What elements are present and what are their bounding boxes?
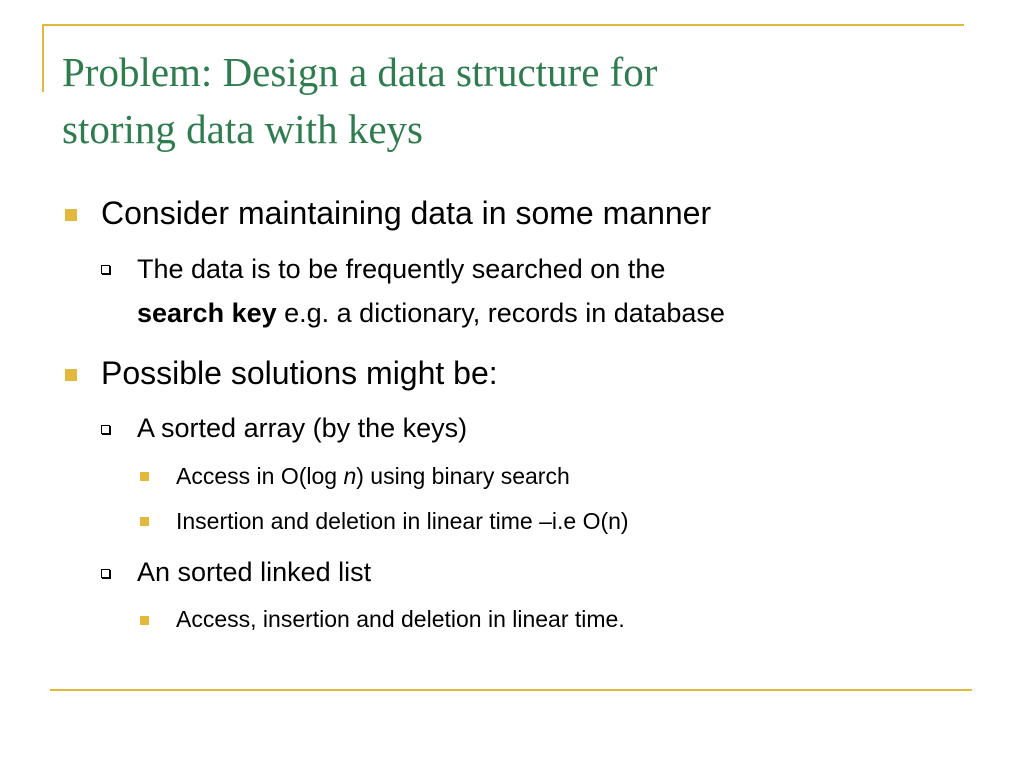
filled-square-bullet-icon — [140, 472, 149, 481]
filled-square-bullet-icon — [140, 616, 149, 625]
search-key-bold: search key — [137, 298, 277, 328]
filled-square-bullet-icon — [65, 209, 77, 221]
bullet-text-line-2-rest: e.g. a dictionary, records in database — [276, 298, 725, 328]
text-before: Access in O(log — [176, 463, 344, 489]
bullet-text: Access, insertion and deletion in linear time. — [176, 606, 625, 632]
text-after: ) using binary search — [356, 463, 570, 489]
filled-square-bullet-icon — [65, 369, 77, 381]
bullet-text — [176, 461, 570, 491]
bullet-text-line-2 — [137, 295, 725, 331]
bullet-text: A sorted array (by the keys) — [137, 413, 468, 443]
hollow-square-bullet-icon — [101, 569, 110, 578]
title-line-1: Problem: Design a data structure for — [62, 49, 658, 95]
bullet-text-line-1: The data is to be frequently searched on the — [137, 254, 666, 284]
hollow-square-bullet-icon — [101, 425, 110, 434]
bullet-text: Insertion and deletion in linear time –i.e O(n) — [176, 508, 629, 534]
hollow-square-bullet-icon — [101, 265, 110, 274]
bullet-text: Consider maintaining data in some manner — [101, 195, 712, 231]
title-line-2: storing data with keys — [62, 106, 423, 152]
bullet-text: An sorted linked list — [137, 557, 372, 587]
filled-square-bullet-icon — [140, 517, 149, 526]
italic-n: n — [343, 463, 357, 489]
bullet-text: Possible solutions might be: — [101, 355, 498, 391]
